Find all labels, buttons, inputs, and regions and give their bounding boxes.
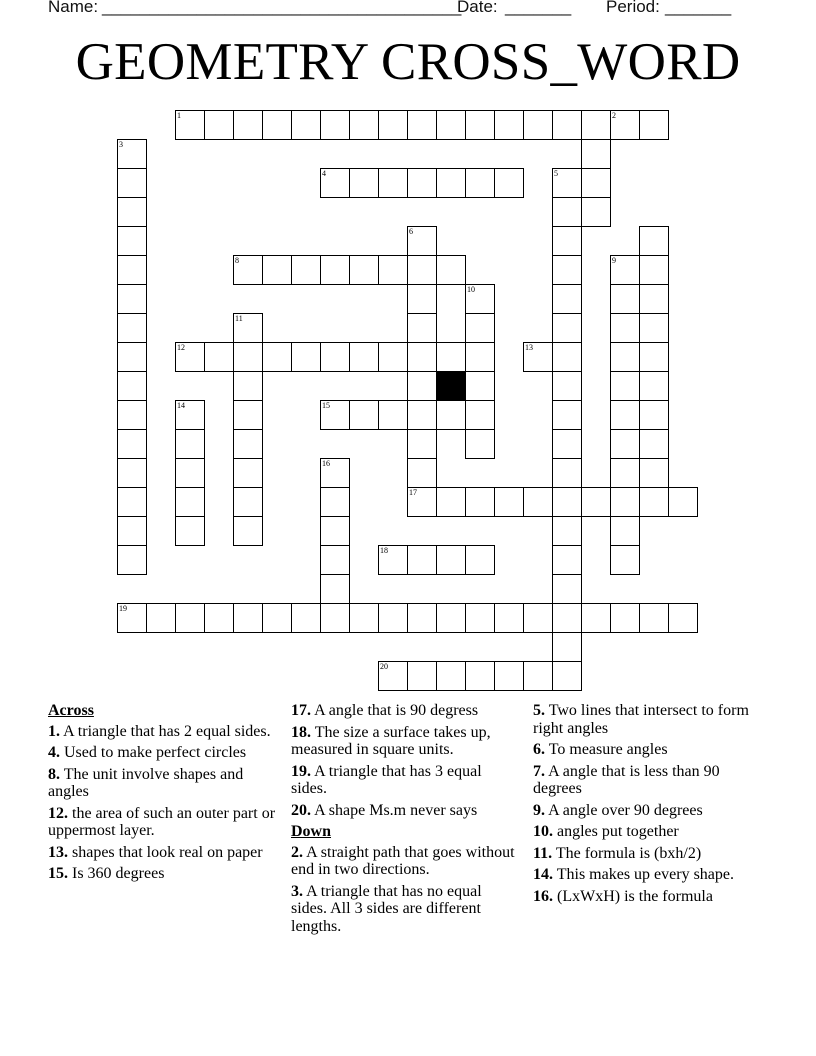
grid-cell[interactable] [465,284,495,314]
grid-cell[interactable] [465,168,495,198]
grid-cell[interactable] [494,487,524,517]
grid-cell[interactable] [465,110,495,140]
grid-cell[interactable] [610,284,640,314]
grid-cell[interactable] [610,429,640,459]
grid-cell[interactable] [320,110,350,140]
grid-cell[interactable] [378,255,408,285]
down-clue-11: 11. The formula is (bxh/2) [533,844,702,862]
grid-cell[interactable] [262,342,292,372]
clue-number: 16 [322,459,330,468]
grid-cell[interactable] [320,400,350,430]
grid-cell[interactable] [349,603,379,633]
grid-cell[interactable] [291,342,321,372]
period-blank[interactable]: _______ [665,0,732,16]
grid-cell[interactable] [320,168,350,198]
grid-cell[interactable] [233,400,263,430]
grid-cell[interactable] [581,110,611,140]
across-clue-20: 20. A shape Ms.m never says [291,801,478,819]
down-clue-7: 7. A angle that is less than 90 degrees [533,762,720,797]
grid-cell[interactable] [407,313,437,343]
grid-cell[interactable] [349,342,379,372]
grid-cell[interactable] [262,603,292,633]
clue-number: 12 [177,343,185,352]
date-label: Date: [457,0,498,16]
clues-column-3 [533,702,763,909]
name-blank[interactable]: ______________________________________ [102,0,462,16]
grid-cell[interactable] [436,342,466,372]
clue-number: 9 [612,256,616,265]
grid-cell[interactable] [320,458,350,488]
grid-cell[interactable] [639,226,669,256]
grid-cell[interactable] [175,429,205,459]
grid-cell[interactable] [552,371,582,401]
grid-cell[interactable] [639,400,669,430]
grid-cell[interactable] [436,255,466,285]
grid-cell[interactable] [407,110,437,140]
grid-cell[interactable] [233,487,263,517]
grid-cell[interactable] [407,661,437,691]
grid-cell[interactable] [610,255,640,285]
grid-cell[interactable] [552,661,582,691]
across-clue-4: 4. Used to make perfect circles [48,744,247,761]
clue-number: 15 [322,401,330,410]
grid-cell[interactable] [552,429,582,459]
clue-number: 19 [119,604,127,613]
grid-cell[interactable] [610,110,640,140]
clue-number: 18 [380,546,388,555]
grid-cell[interactable] [494,110,524,140]
grid-cell[interactable] [465,661,495,691]
grid-cell[interactable] [436,168,466,198]
grid-cell[interactable] [175,110,205,140]
grid-cell[interactable] [581,603,611,633]
grid-cell[interactable] [349,168,379,198]
grid-cell[interactable] [465,487,495,517]
page-title: GEOMETRY CROSS_WORD [75,33,741,91]
grid-cell[interactable] [581,487,611,517]
grid-cell[interactable] [320,545,350,575]
grid-cell[interactable] [233,110,263,140]
grid-cell[interactable] [639,255,669,285]
clue-number: 5 [554,169,558,178]
grid-cell[interactable] [552,458,582,488]
grid-cell[interactable] [436,487,466,517]
grid-cell[interactable] [581,139,611,169]
grid-cell[interactable] [639,284,669,314]
clue-number: 20 [380,662,388,671]
grid-cell[interactable] [552,284,582,314]
down-clue-9: 9. A angle over 90 degrees [533,801,703,819]
grid-cell[interactable] [117,487,147,517]
clue-number: 13 [525,343,533,352]
grid-cell[interactable] [552,545,582,575]
across-clue-18: 18. The size a surface takes up, measured in square units. [291,723,491,758]
across-heading: Across [48,702,94,719]
grid-cell[interactable] [233,313,263,343]
grid-cell[interactable] [117,197,147,227]
grid-cell[interactable] [552,574,582,604]
grid-cell[interactable] [233,255,263,285]
grid-cell[interactable] [117,139,147,169]
across-clue-1: 1. A triangle that has 2 equal sides. [48,722,271,740]
grid-cell[interactable] [233,429,263,459]
down-clue-3: 3. A triangle that has no equal sides. All 3 sides are different lengths. [291,882,482,935]
grid-cell[interactable] [117,429,147,459]
grid-cell[interactable] [175,516,205,546]
grid-cell[interactable] [262,255,292,285]
across-clue-15: 15. Is 360 degrees [48,865,165,882]
grid-cell[interactable] [407,487,437,517]
clue-number: 4 [322,169,326,178]
grid-cell[interactable] [204,110,234,140]
grid-cell[interactable] [117,255,147,285]
grid-cell[interactable] [378,168,408,198]
grid-cell[interactable] [639,342,669,372]
grid-cell[interactable] [407,400,437,430]
grid-cell[interactable] [552,226,582,256]
down-clue-10: 10. angles put together [533,823,679,840]
grid-cell[interactable] [494,661,524,691]
grid-cell[interactable] [407,342,437,372]
clue-number: 11 [235,314,243,323]
grid-cell[interactable] [378,661,408,691]
grid-cell[interactable] [552,168,582,198]
grid-cell[interactable] [349,255,379,285]
grid-cell[interactable] [378,545,408,575]
grid-cell[interactable] [552,197,582,227]
clues-column-2 [291,702,519,939]
grid-cell[interactable] [523,110,553,140]
grid-cell[interactable] [610,603,640,633]
grid-cell[interactable] [465,545,495,575]
grid-cell[interactable] [465,313,495,343]
grid-cell[interactable] [291,603,321,633]
grid-cell[interactable] [523,487,553,517]
grid-cell[interactable] [117,168,147,198]
grid-cell[interactable] [552,342,582,372]
down-clue-2: 2. A straight path that goes without end in two directions. [291,843,515,878]
grid-cell[interactable] [552,516,582,546]
grid-cell[interactable] [552,400,582,430]
grid-cell[interactable] [349,400,379,430]
grid-cell[interactable] [436,110,466,140]
period-label: Period: [606,0,660,16]
grid-cell[interactable] [233,371,263,401]
down-heading: Down [291,823,332,840]
grid-cell[interactable] [552,110,582,140]
grid-cell[interactable] [233,603,263,633]
grid-cell[interactable] [378,110,408,140]
grid-cell[interactable] [378,603,408,633]
grid-cell[interactable] [610,400,640,430]
grid-cell[interactable] [523,603,553,633]
down-clue-14: 14. This makes up every shape. [533,866,734,883]
across-clue-13: 13. shapes that look real on paper [48,843,263,861]
grid-cell[interactable] [320,574,350,604]
down-clue-5: 5. Two lines that intersect to form right angles [533,702,749,737]
clue-number: 17 [409,488,417,497]
grid-cell[interactable] [610,545,640,575]
clue-number: 8 [235,256,239,265]
grid-cell[interactable] [407,545,437,575]
grid-cell[interactable] [523,661,553,691]
grid-cell[interactable] [291,255,321,285]
across-clue-12: 12. the area of such an outer part or uppermost layer. [48,804,276,839]
grid-cell[interactable] [117,603,147,633]
grid-cell[interactable] [639,429,669,459]
grid-cell[interactable] [436,400,466,430]
clue-number: 14 [177,401,185,410]
grid-cell[interactable] [407,603,437,633]
grid-cell[interactable] [436,661,466,691]
grid-cell[interactable] [552,255,582,285]
grid-cell[interactable] [117,226,147,256]
grid-cell[interactable] [320,516,350,546]
grid-cell[interactable] [610,458,640,488]
grid-cell[interactable] [320,603,350,633]
grid-cell[interactable] [320,487,350,517]
grid-cell[interactable] [407,255,437,285]
grid-cell[interactable] [668,603,698,633]
grid-cell[interactable] [494,168,524,198]
grid-cell[interactable] [465,603,495,633]
grid-cell[interactable] [175,342,205,372]
down-clue-6: 6. To measure angles [533,741,668,758]
grid-cell[interactable] [581,168,611,198]
grid-cell[interactable] [552,603,582,633]
black-cell [436,371,466,401]
clue-number: 1 [177,111,181,120]
grid-cell[interactable] [407,371,437,401]
clue-number: 10 [467,285,475,294]
grid-cell[interactable] [610,313,640,343]
grid-cell[interactable] [175,487,205,517]
grid-cell[interactable] [610,487,640,517]
grid-cell[interactable] [291,110,321,140]
grid-cell[interactable] [610,516,640,546]
grid-cell[interactable] [436,545,466,575]
grid-cell[interactable] [320,255,350,285]
grid-cell[interactable] [639,371,669,401]
across-clue-19: 19. A triangle that has 3 equal sides. [291,762,482,797]
grid-cell[interactable] [175,400,205,430]
grid-cell[interactable] [610,371,640,401]
grid-cell[interactable] [233,516,263,546]
grid-cell[interactable] [204,342,234,372]
grid-cell[interactable] [407,284,437,314]
grid-cell[interactable] [494,603,524,633]
grid-cell[interactable] [262,110,292,140]
grid-cell[interactable] [407,168,437,198]
grid-cell[interactable] [436,603,466,633]
across-clue-17: 17. A angle that is 90 degress [291,702,479,719]
grid-cell[interactable] [639,487,669,517]
grid-cell[interactable] [407,458,437,488]
grid-cell[interactable] [465,342,495,372]
grid-cell[interactable] [146,603,176,633]
down-clue-16: 16. (LxWxH) is the formula [533,887,713,905]
across-clue-8: 8. The unit involve shapes and angles [48,765,244,800]
grid-cell[interactable] [552,487,582,517]
grid-cell[interactable] [175,458,205,488]
clue-number: 2 [612,111,616,120]
date-blank[interactable]: _______ [505,0,572,16]
grid-cell[interactable] [639,603,669,633]
grid-cell[interactable] [639,313,669,343]
grid-cell[interactable] [378,342,408,372]
grid-cell[interactable] [407,429,437,459]
grid-cell[interactable] [117,313,147,343]
grid-cell[interactable] [117,545,147,575]
grid-cell[interactable] [639,110,669,140]
name-label: Name: [48,0,99,16]
clue-number: 3 [119,140,123,149]
grid-cell[interactable] [407,226,437,256]
grid-cell[interactable] [117,516,147,546]
clues-column-1 [48,702,276,887]
grid-cell[interactable] [204,603,234,633]
grid-cell[interactable] [639,458,669,488]
grid-cell[interactable] [175,603,205,633]
grid-cell[interactable] [378,400,408,430]
grid-cell[interactable] [465,429,495,459]
grid-cell[interactable] [465,400,495,430]
grid-cell[interactable] [117,400,147,430]
grid-cell[interactable] [117,284,147,314]
grid-cell[interactable] [465,371,495,401]
grid-cell[interactable] [117,342,147,372]
grid-cell[interactable] [117,371,147,401]
grid-cell[interactable] [581,197,611,227]
grid-cell[interactable] [233,342,263,372]
grid-cell[interactable] [552,313,582,343]
grid-cell[interactable] [610,342,640,372]
clue-number: 6 [409,227,413,236]
grid-cell[interactable] [233,458,263,488]
grid-cell[interactable] [320,342,350,372]
grid-cell[interactable] [117,458,147,488]
grid-cell[interactable] [349,110,379,140]
grid-cell[interactable] [552,632,582,662]
grid-cell[interactable] [523,342,553,372]
grid-cell[interactable] [668,487,698,517]
